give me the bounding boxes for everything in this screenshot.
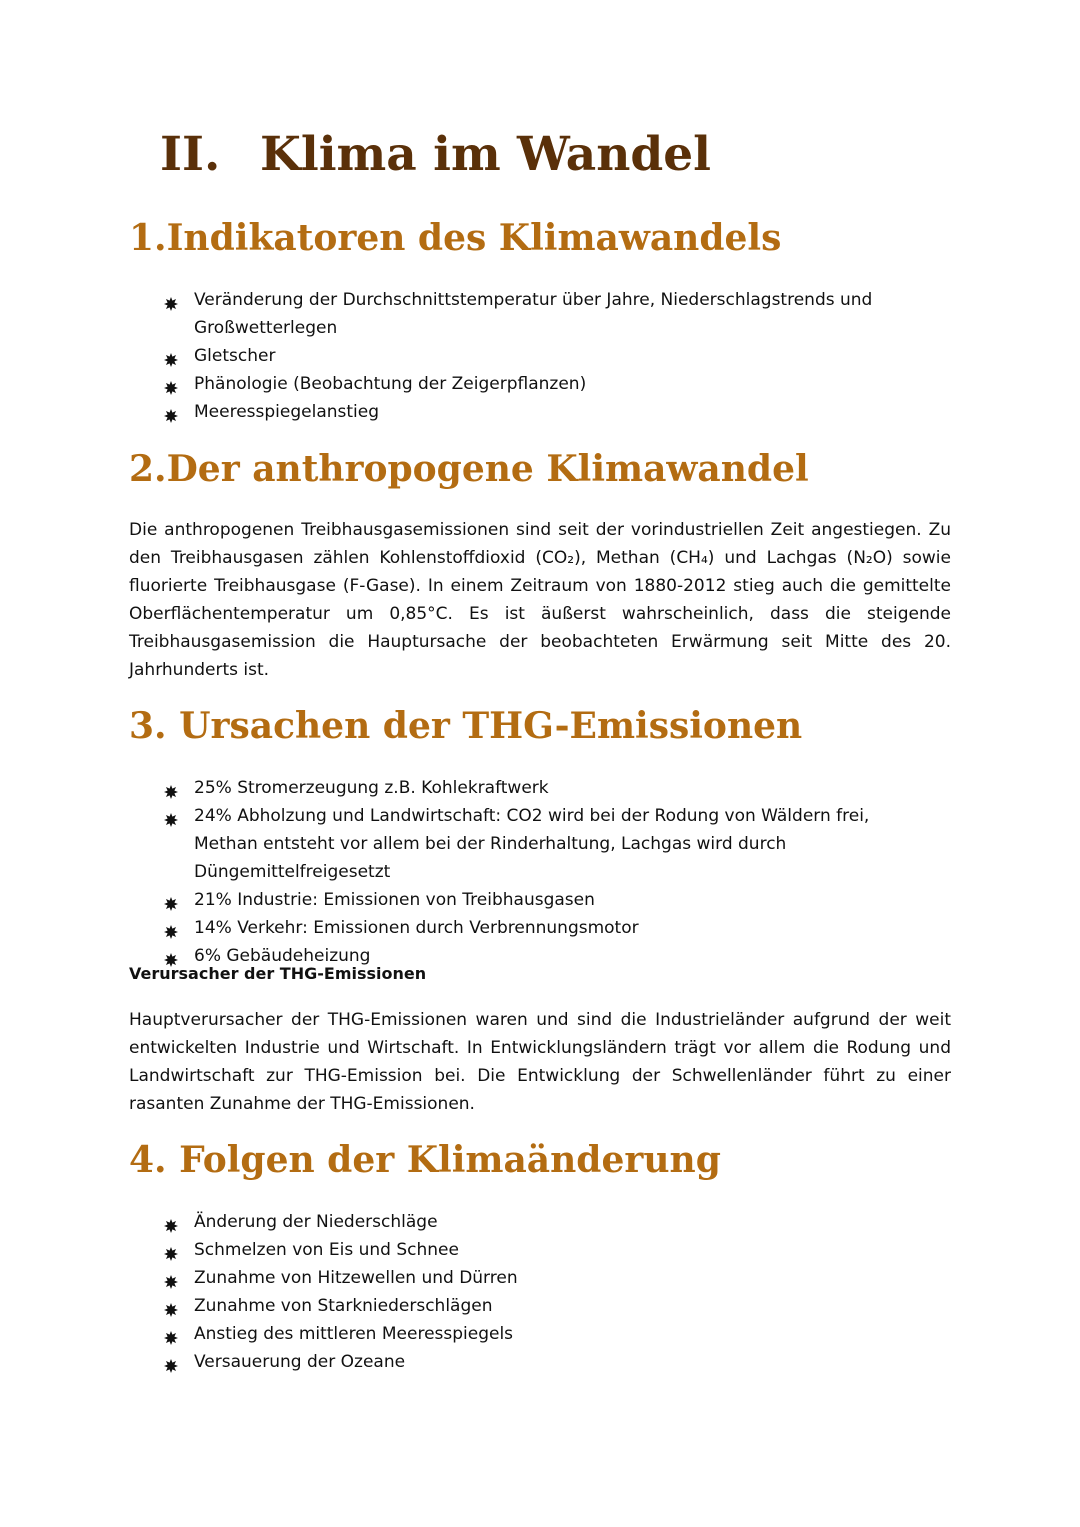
consequence-item [194,1320,874,1348]
star-bullet-icon [164,1214,178,1228]
list-item-text: 6% Gebäudeheizung [194,946,371,966]
polluters-paragraph: Hauptverursacher der THG-Emissionen waren und sind die Industrieländer aufgrund der weit entwickelten Industrie und Wirtschaft. In Entwicklungsländern trägt vor allem die Rodung und Landwirtschaft zur THG-Emission bei. Die Entwicklung der Schwellenländer führt zu einer rasanten Zunahme der THG-Emissionen. [129,1010,951,1114]
polluters-subheading: Verursacher der THG-Emissionen [129,964,427,983]
list-item-text: 25% Stromerzeugung z.B. Kohlekraftwerk [194,778,549,798]
list-item-text: Änderung der Niederschläge [194,1212,438,1232]
star-bullet-icon [164,376,178,390]
cause-item [194,886,924,914]
consequence-item [194,1348,874,1376]
list-item-text: 24% Abholzung und Landwirtschaft: CO2 wird bei der Rodung von Wäldern frei, Methan entsteht vor allem bei der Rinderhaltung, Lachgas wird durch Düngemittelfreigesetzt [194,806,870,882]
star-bullet-icon [164,1298,178,1312]
indicator-item [194,286,874,342]
causes-list [0,774,924,970]
star-bullet-icon [164,1326,178,1340]
list-item-text: Versauerung der Ozeane [194,1352,406,1372]
chapter-number: II. [160,127,221,182]
list-item-text: Zunahme von Starkniederschlägen [194,1296,493,1316]
list-item-text: Anstieg des mittleren Meeresspiegels [194,1324,514,1344]
consequence-item [194,1264,874,1292]
star-bullet-icon [164,1354,178,1368]
star-bullet-icon [164,404,178,418]
star-bullet-icon [164,292,178,306]
section-2-paragraph: Die anthropogenen Treibhausgasemissionen sind seit der vorindustriellen Zeit angestiegen. Zu den Treibhausgasen zählen Kohlenstoffdioxid (CO₂), Methan (CH₄) und Lachgas (N₂O) sowie fluorierte Treibhausgase (F-Gase). In einem Zeitraum von 1880-2012 stieg auch die gemittelte Oberflächentemperatur um 0,85°C. Es ist äußerst wahrscheinlich, dass die steigende Treibhausgasemission die Hauptursache der beobachteten Erwärmung seit Mitte des 20. Jahrhunderts ist. [129,520,951,680]
list-item-text: Meeresspiegelanstieg [194,402,380,422]
star-bullet-icon [164,892,178,906]
star-bullet-icon [164,348,178,362]
chapter-title [160,128,711,182]
list-item-text: 21% Industrie: Emissionen von Treibhausgasen [194,890,595,910]
star-bullet-icon [164,808,178,822]
section-4-heading: 4. Folgen der Klimaänderung [129,1139,721,1181]
consequence-item [194,1236,874,1264]
list-item-text: Zunahme von Hitzewellen und Dürren [194,1268,518,1288]
star-bullet-icon [164,948,178,962]
indicator-item [194,342,874,370]
list-item-text: 14% Verkehr: Emissionen durch Verbrennungsmotor [194,918,639,938]
star-bullet-icon [164,1270,178,1284]
list-item-text: Veränderung der Durchschnittstemperatur über Jahre, Niederschlagstrends und Großwetterlegen [194,290,873,338]
consequence-item [194,1292,874,1320]
indicator-item [194,398,874,426]
indicator-item [194,370,874,398]
cause-item [194,914,924,942]
cause-item [194,774,924,802]
section-2-heading: 2.Der anthropogene Klimawandel [129,448,809,490]
list-item-text: Gletscher [194,346,276,366]
section-1-heading: 1.Indikatoren des Klimawandels [129,217,782,259]
list-item-text: Schmelzen von Eis und Schnee [194,1240,459,1260]
star-bullet-icon [164,780,178,794]
indicators-list [0,286,874,426]
star-bullet-icon [164,920,178,934]
consequence-item [194,1208,874,1236]
list-item-text: Phänologie (Beobachtung der Zeigerpflanzen) [194,374,587,394]
star-bullet-icon [164,1242,178,1256]
cause-item [194,802,924,886]
consequences-list [0,1208,874,1376]
chapter-title-text: Klima im Wandel [260,127,711,182]
section-3-heading: 3. Ursachen der THG-Emissionen [129,705,803,747]
